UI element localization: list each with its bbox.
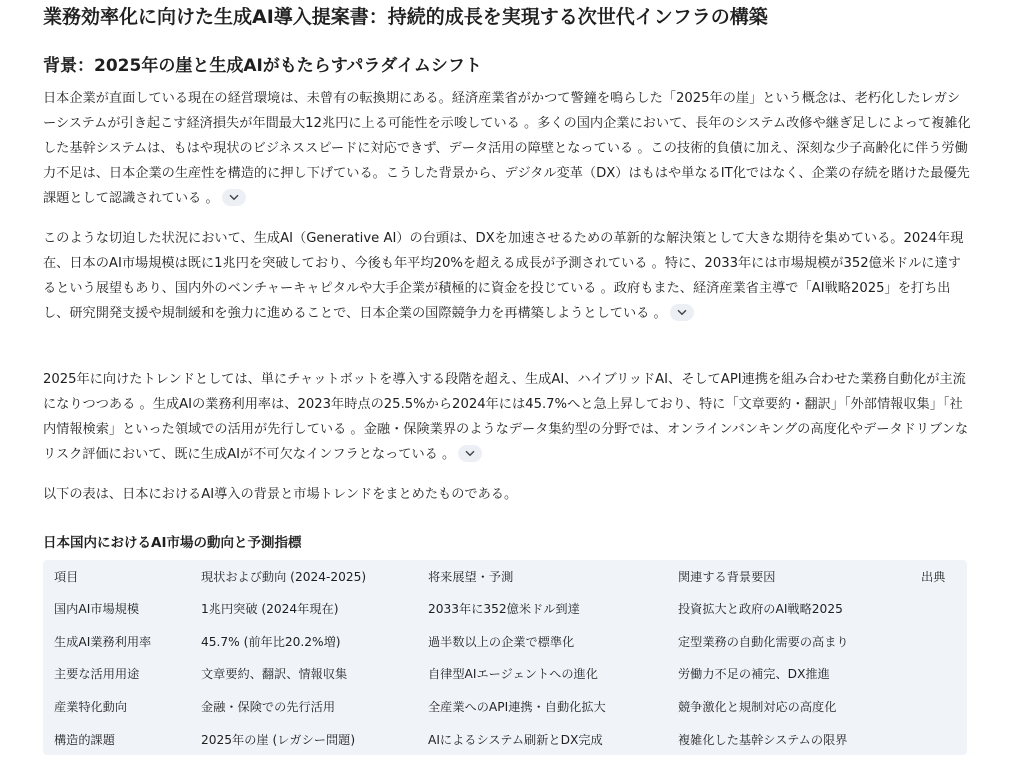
chevron-down-icon — [229, 194, 239, 201]
table-cell: 複雑化した基幹システムの限界 — [678, 733, 848, 747]
table-header-cell: 出典 — [921, 570, 946, 584]
table-header-cell: 関連する背景要因 — [678, 570, 776, 584]
table-row — [43, 691, 967, 723]
table-header-row — [43, 561, 967, 593]
table-cell: AIによるシステム刷新とDX完成 — [428, 733, 603, 747]
expand-citation-button[interactable] — [222, 189, 246, 206]
chevron-down-icon — [677, 309, 687, 316]
table-cell: 投資拡大と政府のAI戦略2025 — [678, 602, 843, 616]
table-cell: 国内AI市場規模 — [54, 602, 140, 616]
table-row — [43, 593, 967, 625]
chevron-down-icon — [465, 450, 475, 457]
table-row — [43, 724, 967, 756]
table-cell: 45.7% (前年比20.2%増) — [201, 635, 341, 649]
section-heading: 背景：2025年の崖と生成AIがもたらすパラダイムシフト — [43, 56, 482, 76]
table-cell: 金融・保険での先行活用 — [201, 700, 336, 714]
table-cell: 競争激化と規制対応の高度化 — [678, 700, 837, 714]
table-cell: 全産業へのAPI連携・自動化拡大 — [428, 700, 606, 714]
table-cell: 文章要約、翻訳、情報収集 — [201, 667, 348, 681]
table-title: 日本国内におけるAI市場の動向と予測指標 — [43, 535, 302, 551]
table-cell: 生成AI業務利用率 — [54, 635, 152, 649]
expand-citation-button[interactable] — [670, 304, 694, 321]
table-cell: 主要な活用用途 — [54, 667, 140, 681]
table-row — [43, 626, 967, 658]
paragraph-1 — [43, 86, 973, 211]
table-cell: 2033年に352億米ドル到達 — [428, 602, 580, 616]
paragraph-text: 2025年に向けたトレンドとしては、単にチャットボットを導入する段階を超え、生成AI、ハイブリッドAI、そしてAPI連携を組み合わせた業務自動化が主流になりつつある 。生成AIの業務利用率は、2023年時点の25.5%から2024年には45.7%へと急上昇しており、特に「文章要約・翻訳」「外部情報収集」「社内情報検索」といった領域での活用が先行している 。金融・保険業界のようなデータ集約型の分野では、オンラインバンキングの高度化やデータドリブンなリスク評価において、既に生成AIが不可欠なインフラとなっている 。 — [43, 372, 969, 462]
table-cell: 過半数以上の企業で標準化 — [428, 635, 575, 649]
table-header-cell: 項目 — [54, 570, 79, 584]
table-cell: 2025年の崖 (レガシー問題) — [201, 733, 356, 747]
table-cell: 定型業務の自動化需要の高まり — [678, 635, 849, 649]
paragraph-text: 以下の表は、日本におけるAI導入の背景と市場トレンドをまとめたものである。 — [43, 487, 518, 502]
table-row — [43, 658, 967, 690]
paragraph-3 — [43, 367, 973, 467]
paragraph-4 — [43, 482, 973, 507]
table-header-cell: 現状および動向 (2024-2025) — [201, 570, 367, 584]
table-cell: 労働力不足の補完、DX推進 — [678, 667, 830, 681]
paragraph-text: このような切迫した状況において、生成AI（Generative AI）の台頭は、DXを加速させるための革新的な解決策として大きな期待を集めている。2024年現在、日本のAI市場規模は既に1兆円を突破しており、今後も年平均20%を超える成長が予測されている 。特に、2033年には市場規模が352億米ドルに達するという展望もあり、国内外のベンチャーキャピタルや大手企業が積極的に資金を投じている 。政府もまた、経済産業省主導で「AI戦略2025」を打ち出し、研究開発支援や規制緩和を強力に進めることで、日本企業の国際競争力を再構築しようとしている 。 — [43, 231, 964, 321]
document-title: 業務効率化に向けた生成AI導入提案書：持続的成長を実現する次世代インフラの構築 — [43, 6, 768, 28]
paragraph-2 — [43, 226, 973, 326]
data-table — [43, 560, 967, 755]
table-cell: 1兆円突破 (2024年現在) — [201, 602, 339, 616]
paragraph-text: 日本企業が直面している現在の経営環境は、未曾有の転換期にある。経済産業省がかつて警鐘を鳴らした「2025年の崖」という概念は、老朽化したレガシーシステムが引き起こす経済損失が年間最大12兆円に上る可能性を示唆している 。多くの国内企業において、長年のシステム改修や継ぎ足しによって複雑化した基幹システムは、もはや現状のビジネススピードに対応できず、データ活用の障壁となっている 。この技術的負債に加え、深刻な少子高齢化に伴う労働力不足は、日本企業の生産性を構造的に押し下げている。こうした背景から、デジタル変革（DX）はもはや単なるIT化ではなく、企業の存続を賭けた最優先課題として認識されている 。 — [43, 91, 971, 206]
table-cell: 構造的課題 — [54, 733, 115, 747]
table-cell: 自律型AIエージェントへの進化 — [428, 667, 598, 681]
table-header-cell: 将来展望・予測 — [428, 570, 514, 584]
expand-citation-button[interactable] — [458, 445, 482, 462]
table-cell: 産業特化動向 — [54, 700, 128, 714]
